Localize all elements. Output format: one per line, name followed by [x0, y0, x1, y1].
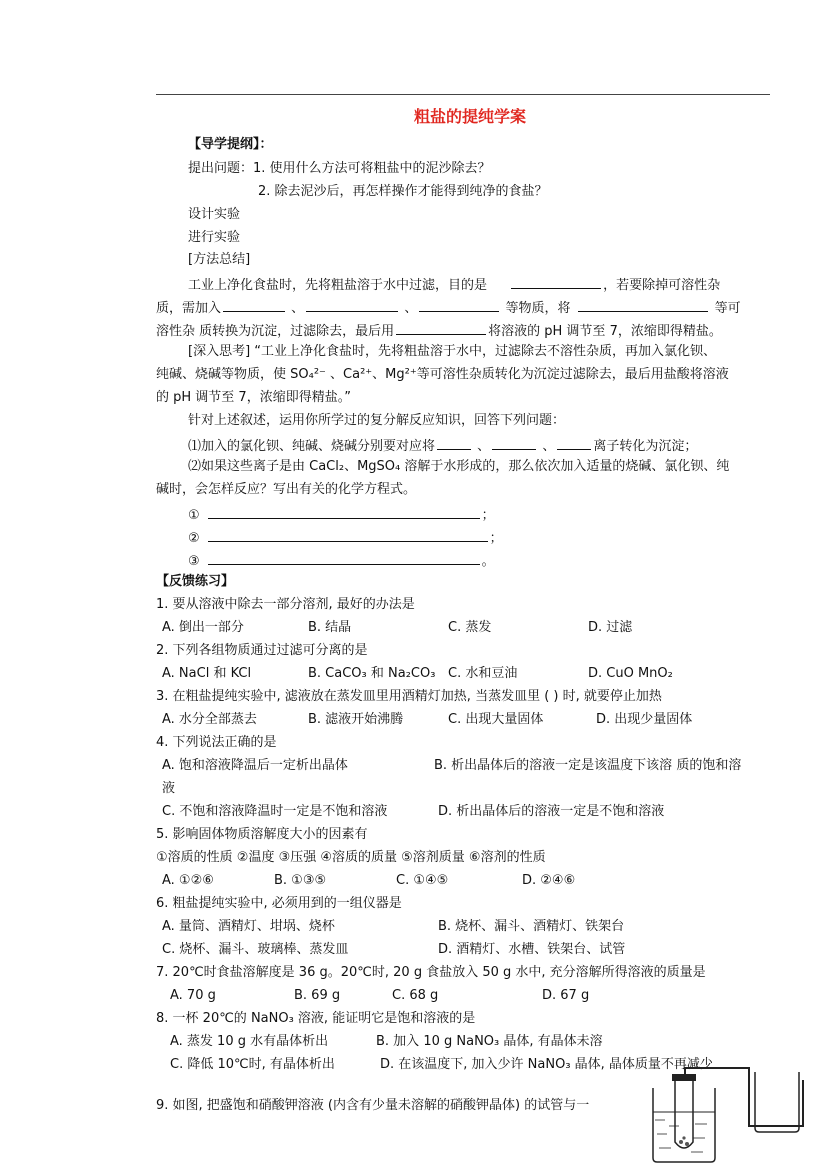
sub-question-2-line-2: 碱时，会怎样反应？写出有关的化学方程式。 — [156, 482, 417, 497]
answer-blank[interactable] — [306, 297, 398, 312]
question-2: 2. 下列各组物质通过过滤可分离的是 — [156, 643, 368, 658]
question-3: 3. 在粗盐提纯实验中, 滤液放在蒸发皿里用酒精灯加热, 当蒸发皿里 ( ) 时, 就要停止加热 — [156, 689, 662, 704]
q3-option-b: B. 滤液开始沸腾 — [308, 712, 404, 727]
circle-3: ③ — [188, 554, 200, 569]
q4-option-b: B. 析出晶体后的溶液一定是该温度下该溶 质的饱和溶 — [434, 758, 742, 773]
q5-option-b: B. ①③⑤ — [274, 873, 327, 888]
question-line-1 — [188, 160, 491, 178]
text: 等物质，将 — [505, 301, 571, 316]
question-8: 8. 一杯 20℃的 NaNO₃ 溶液, 能证明它是饱和溶液的是 — [156, 1011, 476, 1026]
q4-option-a: A. 饱和溶液降温后一定析出晶体 — [162, 758, 348, 773]
test-tube — [672, 1074, 696, 1148]
q2-option-a: A. NaCl 和 KCl — [162, 666, 252, 681]
text: ⑴加入的氯化钡、纯碱、烧碱分别要对应将 — [188, 439, 436, 454]
page-title: 粗盐的提纯学案 — [414, 107, 527, 126]
q6-option-c: C. 烧杯、漏斗、玻璃棒、蒸发皿 — [162, 942, 349, 957]
method-paragraph-line-1 — [188, 274, 720, 295]
question-7: 7. 20℃时食盐溶解度是 36 g。20℃时, 20 g 食盐放入 50 g 水中, 充分溶解所得溶液的质量是 — [156, 965, 706, 980]
deep-thinking-line-2: 纯碱、烧碱等物质，使 SO₄²⁻ 、Ca²⁺、Mg²⁺等可溶性杂质转化为沉淀过滤除去，最后用盐酸将溶液 — [156, 367, 729, 382]
equation-line-1 — [188, 504, 495, 525]
text: 离子转化为沉淀； — [593, 439, 698, 454]
deep-thinking-line-1: [深入思考] “工业上净化食盐时，先将粗盐溶于水中，过滤除去不溶性杂质，再加入氯化钡、 — [188, 344, 717, 359]
q6-option-b: B. 烧杯、漏斗、酒精灯、铁架台 — [438, 919, 625, 934]
q5-option-c: C. ①④⑤ — [396, 873, 449, 888]
end: 。 — [481, 554, 495, 569]
text: 将溶液的 pH 调节至 7，浓缩即得精盐。 — [488, 324, 722, 339]
q6-option-a: A. 量筒、酒精灯、坩埚、烧杯 — [162, 919, 335, 934]
method-paragraph-line-2 — [156, 297, 741, 318]
q1-option-a: A. 倒出一部分 — [162, 620, 244, 635]
beaker — [653, 1088, 715, 1162]
instruction: 针对上述叙述，运用你所学过的复分解反应知识，回答下列问题： — [188, 413, 566, 428]
q4-option-c: C. 不饱和溶液降温时一定是不饱和溶液 — [162, 804, 388, 819]
answer-blank[interactable] — [437, 435, 471, 450]
answer-blank[interactable] — [557, 435, 591, 450]
q7-option-b: B. 69 g — [294, 988, 341, 1003]
sub-question-1 — [188, 435, 697, 456]
q4-option-d: D. 析出晶体后的溶液一定是不饱和溶液 — [438, 804, 665, 819]
text: ，若要除掉可溶性杂 — [603, 278, 721, 293]
circle-2: ② — [188, 531, 200, 546]
sep: 、 — [477, 439, 491, 454]
q6-option-d: D. 酒精灯、水槽、铁架台、试管 — [438, 942, 626, 957]
text: 工业上净化食盐时，先将粗盐溶于水中过滤，目的是 — [188, 278, 488, 293]
q4-option-b-cont: 液 — [162, 781, 176, 796]
q1-option-d: D. 过滤 — [588, 620, 633, 635]
guide-heading: 【导学提纲】： — [188, 137, 273, 152]
answer-blank[interactable] — [223, 297, 285, 312]
q7-option-c: C. 68 g — [392, 988, 439, 1003]
end: ； — [489, 531, 503, 546]
question-9: 9. 如图, 把盛饱和硝酸钾溶液 (内含有少量未溶解的硝酸钾晶体) 的试管与一 — [156, 1098, 590, 1113]
q1-option-c: C. 蒸发 — [448, 620, 492, 635]
answer-blank[interactable] — [208, 527, 488, 542]
deep-thinking-line-3: 的 pH 调节至 7，浓缩即得精盐。” — [156, 390, 351, 405]
answer-blank[interactable] — [208, 550, 480, 565]
q5-factors: ①溶质的性质 ②温度 ③压强 ④溶质的质量 ⑤溶剂质量 ⑥溶剂的性质 — [156, 850, 546, 865]
conduct-experiment: 进行实验 — [188, 230, 241, 245]
q8-option-c: C. 降低 10℃时, 有晶体析出 — [170, 1057, 335, 1072]
method-summary-label: [方法总结] — [188, 252, 251, 267]
question-4: 4. 下列说法正确的是 — [156, 735, 277, 750]
q2-option-c: C. 水和豆油 — [448, 666, 518, 681]
q3-option-d: D. 出现少量固体 — [596, 712, 693, 727]
text: 等可 — [714, 301, 741, 316]
q8-option-a: A. 蒸发 10 g 水有晶体析出 — [170, 1034, 329, 1049]
q7-option-d: D. 67 g — [542, 988, 590, 1003]
q8-option-b: B. 加入 10 g NaNO₃ 晶体, 有晶体未溶 — [376, 1034, 603, 1049]
q1-option-b: B. 结晶 — [308, 620, 352, 635]
question-1: 1. 使用什么方法可将粗盐中的泥沙除去？ — [253, 161, 491, 176]
equation-line-2 — [188, 527, 503, 548]
question-6: 6. 粗盐提纯实验中, 必须用到的一组仪器是 — [156, 896, 402, 911]
sub-question-2-line-1: ⑵如果这些离子是由 CaCl₂、MgSO₄ 溶解于水形成的，那么依次加入适量的烧碱、氯化钡、纯 — [188, 459, 730, 474]
answer-blank[interactable] — [208, 504, 480, 519]
feedback-heading: 【反馈练习】 — [156, 574, 235, 589]
sep: 、 — [404, 301, 418, 316]
delivery-tube — [685, 1068, 803, 1132]
question-5: 5. 影响固体物质溶解度大小的因素有 — [156, 827, 368, 842]
q2-option-b: B. CaCO₃ 和 Na₂CO₃ — [308, 666, 436, 681]
question-label: 提出问题： — [188, 161, 254, 176]
q3-option-c: C. 出现大量固体 — [448, 712, 544, 727]
q7-option-a: A. 70 g — [170, 988, 216, 1003]
answer-blank[interactable] — [419, 297, 499, 312]
q5-option-a: A. ①②⑥ — [162, 873, 214, 888]
answer-blank[interactable] — [511, 274, 601, 289]
end: ； — [481, 508, 495, 523]
method-paragraph-line-3 — [156, 320, 722, 341]
text: 溶性杂 质转换为沉淀，过滤除去，最后用 — [156, 324, 395, 339]
header-rule — [156, 94, 770, 95]
question-1: 1. 要从溶液中除去一部分溶剂, 最好的办法是 — [156, 597, 415, 612]
question-2: 2. 除去泥沙后，再怎样操作才能得到纯净的食盐？ — [258, 184, 548, 199]
apparatus-figure — [645, 1066, 815, 1164]
q2-option-d: D. CuO MnO₂ — [588, 666, 673, 681]
answer-blank[interactable] — [396, 320, 486, 335]
sep: 、 — [291, 301, 305, 316]
equation-line-3 — [188, 550, 495, 571]
sep: 、 — [542, 439, 556, 454]
circle-1: ① — [188, 508, 200, 523]
text: 质，需加入 — [156, 301, 222, 316]
q5-option-d: D. ②④⑥ — [522, 873, 576, 888]
answer-blank[interactable] — [492, 435, 536, 450]
q3-option-a: A. 水分全部蒸去 — [162, 712, 257, 727]
q8-option-d: D. 在该温度下, 加入少许 NaNO₃ 晶体, 晶体质量不再减少 — [380, 1057, 713, 1072]
design-experiment: 设计实验 — [188, 207, 241, 222]
answer-blank[interactable] — [578, 297, 708, 312]
